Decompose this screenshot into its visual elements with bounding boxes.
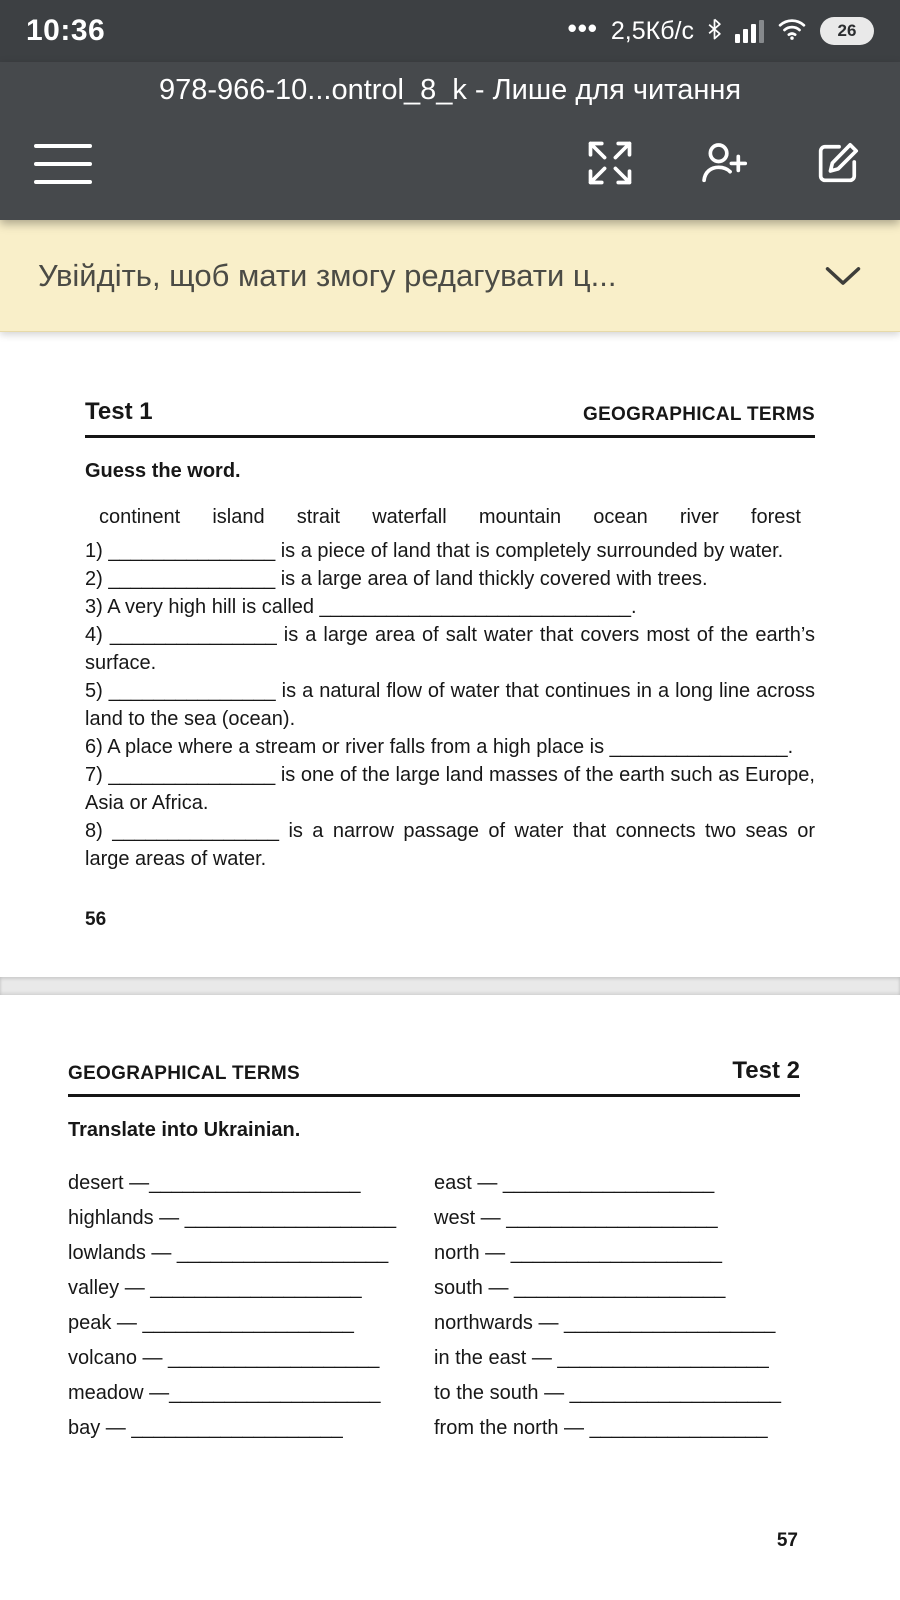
word-bank-item: continent <box>99 506 181 528</box>
word-bank-item: ocean <box>593 506 648 528</box>
translation-item: south — ___________________ <box>434 1277 726 1299</box>
fullscreen-button[interactable] <box>582 136 638 192</box>
document-scroll-area[interactable] <box>0 332 900 1600</box>
sign-in-banner[interactable] <box>0 220 900 332</box>
notification-overflow-dots: ••• <box>567 12 598 43</box>
status-bar-right <box>567 12 874 47</box>
expand-icon <box>584 137 636 192</box>
word-bank-item: forest <box>750 506 801 528</box>
edit-document-button[interactable] <box>810 136 866 192</box>
network-speed: 2,5Кб/с <box>610 16 694 45</box>
test-2-label: Test 2 <box>732 1057 800 1084</box>
translation-item: north — ___________________ <box>434 1242 723 1264</box>
translation-column-left <box>68 1166 434 1446</box>
translation-item: peak — ___________________ <box>68 1312 354 1334</box>
word-bank-item: strait <box>296 506 341 528</box>
exercise-item: 4) _______________ is a large area of salt water that covers most of the earth’s surface. <box>85 624 815 674</box>
exercise-item: 6) A place where a stream or river falls from a high place is ________________. <box>85 736 794 758</box>
word-bank-item: waterfall <box>372 506 447 528</box>
translation-item: to the south — ___________________ <box>434 1382 781 1404</box>
page2-instruction: Translate into Ukrainian. <box>68 1119 301 1141</box>
translation-item: bay — ___________________ <box>68 1417 343 1439</box>
app-header <box>0 62 900 220</box>
exercise-item: 8) _______________ is a narrow passage of water that connects two seas or large areas of water. <box>85 820 815 870</box>
battery-icon: 26 <box>820 17 874 45</box>
signal-strength-icon <box>735 20 764 43</box>
document-page-56 <box>0 332 900 977</box>
word-bank-item: river <box>679 506 719 528</box>
translation-item: highlands — ___________________ <box>68 1207 397 1229</box>
word-bank-item: mountain <box>478 506 562 528</box>
toolbar <box>0 118 900 220</box>
exercise-item: 2) _______________ is a large area of land thickly covered with trees. <box>85 568 708 590</box>
sign-in-banner-text: Увійдіть, щоб мати змогу редагувати ц... <box>38 257 617 293</box>
translation-item: desert —___________________ <box>68 1172 361 1194</box>
exercise-items <box>85 537 815 873</box>
translation-item: lowlands — ___________________ <box>68 1242 389 1264</box>
translation-columns <box>68 1166 800 1446</box>
word-bank <box>85 506 815 529</box>
word-bank-item: island <box>212 506 265 528</box>
page2-subject-label: GEOGRAPHICAL TERMS <box>68 1063 301 1084</box>
translation-column-right <box>434 1166 800 1446</box>
page-number-56: 56 <box>85 909 107 930</box>
page1-instruction: Guess the word. <box>85 460 241 482</box>
exercise-item: 5) _______________ is a natural flow of water that continues in a long line across land to the sea (ocean). <box>85 680 815 730</box>
edit-pencil-icon <box>812 137 864 192</box>
person-add-icon <box>698 137 750 192</box>
page-separator <box>0 977 900 995</box>
page-number-57: 57 <box>776 1530 798 1551</box>
test-1-label: Test 1 <box>85 398 153 425</box>
translation-item: northwards — ___________________ <box>434 1312 776 1334</box>
chevron-down-icon[interactable] <box>824 264 862 288</box>
document-title: 978-966-10...ontrol_8_k - Лише для читання <box>158 73 742 106</box>
menu-button[interactable] <box>34 144 92 184</box>
exercise-item: 1) _______________ is a piece of land that is completely surrounded by water. <box>85 540 784 562</box>
page1-header <box>85 398 815 438</box>
bluetooth-icon <box>707 17 722 46</box>
clock: 10:36 <box>26 14 106 47</box>
page1-subject-label: GEOGRAPHICAL TERMS <box>582 404 815 425</box>
wifi-icon <box>777 16 807 47</box>
page2-header <box>68 1057 800 1097</box>
share-add-people-button[interactable] <box>696 136 752 192</box>
status-bar <box>0 0 900 62</box>
translation-item: west — ___________________ <box>434 1207 718 1229</box>
exercise-item: 3) A very high hill is called ____________________________. <box>85 596 637 618</box>
exercise-item: 7) _______________ is one of the large land masses of the earth such as Europe, Asia or Africa. <box>85 764 815 814</box>
translation-item: in the east — ___________________ <box>434 1347 769 1369</box>
translation-item: valley — ___________________ <box>68 1277 362 1299</box>
translation-item: volcano — ___________________ <box>68 1347 380 1369</box>
document-page-57 <box>0 995 900 1552</box>
translation-item: meadow —___________________ <box>68 1382 381 1404</box>
translation-item: east — ___________________ <box>434 1172 715 1194</box>
translation-item: from the north — ________________ <box>434 1417 768 1439</box>
